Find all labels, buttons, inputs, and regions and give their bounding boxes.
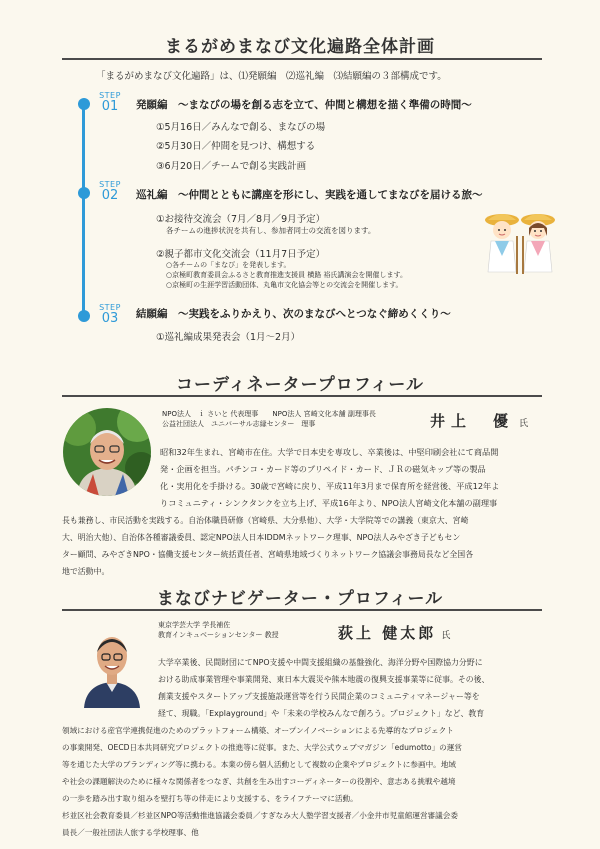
coordinator-section-title: コーディネータープロフィール [175, 375, 425, 395]
timeline-line [82, 104, 85, 316]
step2-label: STEP 02 [99, 180, 121, 203]
navigator-bio-bottom [62, 722, 572, 841]
coordinator-photo [63, 408, 151, 496]
step3-heading: 結願編 〜実践をふりかえり、次のまなびへとつなぐ締めくくり〜 [136, 308, 451, 320]
coordinator-bio-line: 発・企画を担当。パチンコ・カード等のプリペイド・カード、ＪＲの磁気キップ等の製品 [160, 464, 486, 474]
pilgrim-illustration [482, 206, 558, 282]
navigator-affiliation-1: 東京学芸大学 学長補佐 [158, 621, 231, 629]
step1-label: STEP 01 [99, 91, 121, 114]
step2-heading: 巡礼編 〜仲間とともに講座を形にし、実践を通してまなびを届ける旅〜 [136, 189, 483, 201]
coordinator-bio-line: 長も兼務し、市民活動を実践する。自治体職員研修（宮崎県、大分県他）、大学・大学院等での講義（東京大、宮崎 [62, 516, 469, 525]
step3-label: STEP 03 [99, 303, 121, 326]
navigator-section-title: まなびナビゲーター・プロフィール [156, 589, 444, 609]
coordinator-bio-line: 化・実用化を手掛ける。30歳で宮崎に戻り、平成11年3月まで保育所を経営後、平成12年よ [160, 481, 500, 491]
coordinator-bio-line: りコミュニティ・シンクタンクを立ち上げ、平成16年より、NPO法人宮崎文化本舗の副理事 [160, 498, 498, 508]
navigator-bio-line: おける助成事業管理や事業開発、東日本大震災や熊本地震の復興支援事業等に従事。その後、 [158, 675, 490, 684]
coordinator-affiliation-2: 公益社団法人 ユニバーサル志縁センター 理事 [162, 420, 316, 428]
navigator-honorific: 氏 [441, 631, 451, 641]
navigator-bio-line: 経て、現職。「Explayground」や「未来の学校みんなで創ろう。プロジェクト」など、教育 [158, 709, 485, 718]
coordinator-name: 井上 優 [430, 412, 515, 430]
navigator-bio-line: 大学卒業後、民間財団にてNPO支援や中間支援組織の基盤強化、海洋分野や国際協力分野に [158, 658, 483, 667]
step2-item-1-note: 各チームの進捗状況を共有し、参加者同士の交流を図ります。 [166, 226, 376, 235]
navigator-bio-line: 杉並区社会教育委員／杉並区NPO等活動推進協議会委員／すぎなみ大人塾学習支援者／小金井市児童館運営審議会委 [62, 811, 458, 820]
step1-heading: 発願編 〜まなびの場を創る志を立て、仲間と構想を描く準備の時間〜 [136, 99, 472, 111]
navigator-divider [62, 609, 542, 611]
navigator-bio-line: や社会の課題解決のために様々な関係者をつなぎ、共創を生み出すコーディネーターの役割や、意志ある挑戦や越境 [62, 777, 456, 786]
coordinator-honorific: 氏 [519, 419, 529, 429]
navigator-name-block [338, 622, 450, 643]
coordinator-bio-bottom [62, 512, 572, 580]
coordinator-bio-top [160, 444, 560, 512]
step1-item-3: ③6月20日／チームで創る実践計画 [156, 161, 307, 172]
navigator-affiliation-2: 教育インキュベーションセンター 教授 [158, 631, 279, 639]
coordinator-divider [62, 395, 542, 397]
step2-item-2-note-2: ○京極町教育委員会ふるさと教育推進支援員 横路 裕氏講演会を開催します。 [166, 271, 407, 279]
coordinator-bio-line: 地で活動中。 [62, 567, 110, 576]
navigator-bio-line: 員長／一般社団法人旅する学校理事、他 [62, 828, 199, 837]
navigator-name: 荻上 健太郎 [338, 624, 437, 642]
navigator-bio-line: の事業開発、OECD日本共同研究プロジェクトの推進等に従事。また、大学公式ウェブマガジン「edumotto」の運営 [62, 743, 462, 752]
step2-item-2: ②親子都市文化交流会（11月7日予定） [156, 249, 326, 260]
intro-text: 「まるがめまなび文化遍路」は、⑴発願編 ⑵巡礼編 ⑶結願編の３部構成です。 [96, 71, 447, 82]
navigator-bio-line: 領域における産官学連携促進のためのプラットフォーム構築、オープンイノベーションによる先導的なプロジェクト [62, 726, 454, 735]
page-title: まるがめまなび文化遍路全体計画 [165, 37, 435, 57]
navigator-bio-top [158, 654, 558, 722]
coordinator-affiliation-1: NPO法人 ｉ さいと 代表理事 NPO法人 宮崎文化本舗 副理事長 [162, 410, 376, 418]
step2-item-2-note-3: ○京極町の生涯学習活動団体、丸亀市文化協会等との交流会を開催します。 [166, 281, 403, 289]
navigator-bio-line: の一歩を踏み出す取り組みを壁打ち等の伴走により支援する、をライフテーマに活動。 [62, 794, 358, 803]
step2-item-2-note-1: ○各チームの「まなび」を発表します。 [166, 261, 291, 269]
navigator-bio-line: 創業支援やスタートアップ支援施設運営等を行う民間企業のコミュニティマネージャー等を [158, 692, 480, 701]
step1-item-2: ②5月30日／仲間を見つけ、構想する [156, 141, 316, 152]
coordinator-name-block [430, 410, 528, 431]
step2-item-1: ①お接待交流会（7月／8月／9月予定） [156, 214, 326, 225]
coordinator-bio-line: ター顧問、みやざきNPO・協働支援センター統括責任者、宮崎県地域づくりネットワーク協議会事務局長など全国各 [62, 550, 474, 559]
navigator-photo [80, 626, 144, 708]
coordinator-bio-line: 大、明治大他）、自治体各種審議委員、認定NPO法人日本IDDMネットワーク理事、NPO法人みやざき子どもセン [62, 533, 461, 542]
step1-item-1: ①5月16日／みんなで創る、まなびの場 [156, 122, 326, 133]
step3-item-1: ①巡礼編成果発表会（1月〜2月） [156, 332, 301, 343]
coordinator-bio-line: 昭和32年生まれ、宮崎市在住。大学で日本史を専攻し、卒業後は、中堅印刷会社にて商品開 [160, 447, 499, 457]
title-divider [62, 58, 542, 60]
navigator-bio-line: 等を通じた大学のブランディング等に携わる。本業の傍ら個人活動として複数の企業やプロジェクトに参画中。地域 [62, 760, 456, 769]
